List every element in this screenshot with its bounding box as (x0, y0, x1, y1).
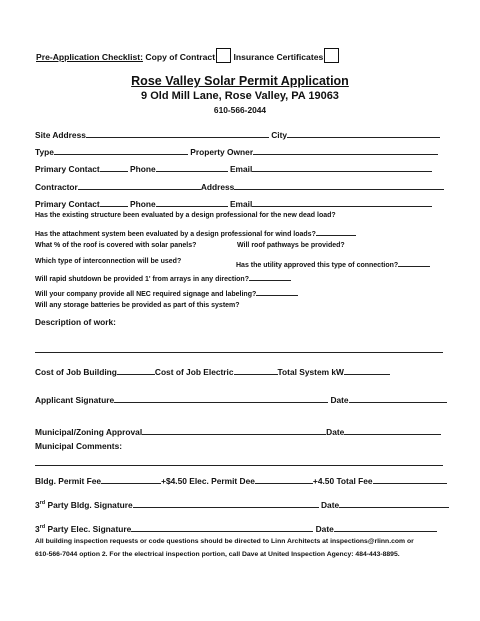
third-party-elec-suffix: Party Elec. Signature (45, 524, 132, 534)
email-label: Email (229, 164, 253, 174)
site-address-row (35, 128, 440, 140)
question-rapid-shutdown (35, 271, 291, 285)
primary-contact-label: Primary Contact (35, 199, 100, 209)
footer-line-1: All building inspection requests or code questions should be directed to Linn Architects at inspections@rlinn.com or (35, 538, 414, 545)
third-party-elec-date-field[interactable] (334, 522, 437, 532)
divider-2 (35, 465, 443, 466)
city-label: City (271, 130, 288, 140)
question-roof-coverage: What % of the roof is covered with solar panels? (35, 242, 197, 249)
third-party-elec-signature-field[interactable] (131, 522, 313, 532)
total-fee-field[interactable] (373, 474, 447, 484)
phone-label: Phone (130, 164, 156, 174)
date-label: Date (321, 500, 340, 510)
question-dead-load: Has the existing structure been evaluated by a design professional for the new dead load? (35, 212, 336, 219)
question-utility-approval (236, 257, 430, 271)
pre-application-checklist (36, 48, 339, 63)
third-party-bldg-row (35, 498, 449, 510)
total-system-kw-label: Total System kW (277, 367, 344, 377)
rapid-shutdown-answer-field[interactable] (249, 271, 291, 281)
primary-contact-row-2 (35, 197, 432, 209)
primary-contact-field[interactable] (100, 197, 128, 207)
city-field[interactable] (287, 128, 440, 138)
third-party-bldg-signature-field[interactable] (133, 498, 319, 508)
description-of-work-label: Description of work: (35, 317, 116, 327)
property-owner-field[interactable] (253, 145, 438, 155)
page-title (0, 74, 480, 88)
question-wind-loads (35, 226, 356, 240)
third-party-elec-row (35, 522, 437, 534)
insurance-certificates-label: Insurance Certificates (233, 52, 324, 62)
third-party-elec-label (35, 524, 131, 534)
municipal-comments-label: Municipal Comments: (35, 441, 123, 451)
third-party-bldg-sup: rd (39, 500, 46, 506)
applicant-date-field[interactable] (349, 393, 447, 403)
third-party-bldg-label (35, 500, 133, 510)
cost-job-building-field[interactable] (117, 365, 155, 375)
utility-approval-answer-field[interactable] (398, 257, 430, 267)
cost-job-electric-field[interactable] (234, 365, 278, 375)
address-field[interactable] (234, 180, 444, 190)
third-party-bldg-suffix: Party Bldg. Signature (45, 500, 133, 510)
date-label: Date (326, 427, 345, 437)
phone-label: Phone (130, 199, 156, 209)
type-label: Type (35, 147, 54, 157)
phone-field[interactable] (156, 197, 228, 207)
email-field[interactable] (252, 197, 432, 207)
divider-1 (35, 352, 443, 353)
municipal-approval-field[interactable] (142, 425, 326, 435)
date-label: Date (330, 395, 349, 405)
title-text: Rose Valley Solar Permit Application (131, 74, 349, 88)
applicant-signature-label: Applicant Signature (35, 395, 115, 405)
date-label: Date (315, 524, 334, 534)
contractor-field[interactable] (78, 180, 201, 190)
question-signage-text: Will your company provide all NEC required signage and labeling? (35, 291, 257, 298)
municipal-approval-label: Municipal/Zoning Approval (35, 427, 143, 437)
question-roof-pathways: Will roof pathways be provided? (237, 242, 345, 249)
email-field[interactable] (252, 162, 432, 172)
insurance-certificates-checkbox[interactable] (324, 48, 339, 63)
elec-permit-fee-field[interactable] (255, 474, 313, 484)
email-label: Email (229, 199, 253, 209)
site-address-field[interactable] (86, 128, 269, 138)
footer-line-2: 610-566-7044 option 2. For the electrical inspection portion, call Dave at United Inspection Agency: 484-443-8895. (35, 551, 400, 558)
site-address-label: Site Address (35, 130, 86, 140)
question-storage-batteries: Will any storage batteries be provided as part of this system? (35, 302, 240, 309)
fees-row (35, 474, 447, 486)
header-address: 9 Old Mill Lane, Rose Valley, PA 19063 (141, 90, 339, 102)
copy-of-contract-checkbox[interactable] (216, 48, 231, 63)
total-fee-label: +4.50 Total Fee (312, 476, 373, 486)
question-interconnection: Which type of interconnection will be used? (35, 258, 182, 265)
third-party-elec-prefix: 3 (35, 524, 40, 534)
third-party-bldg-date-field[interactable] (339, 498, 449, 508)
municipal-approval-row (35, 425, 441, 437)
signage-answer-field[interactable] (256, 286, 298, 296)
type-field[interactable] (54, 145, 188, 155)
question-wind-loads-text: Has the attachment system been evaluated by a design professional for wind loads? (35, 231, 316, 238)
header-phone: 610-566-2044 (213, 105, 267, 115)
question-rapid-shutdown-text: Will rapid shutdown be provided 1' from arrays in any direction? (35, 276, 249, 283)
elec-permit-fee-label: +$4.50 Elec. Permit Dee (161, 476, 255, 486)
copy-of-contract-label: Copy of Contract (145, 52, 216, 62)
property-owner-label: Property Owner (190, 147, 254, 157)
costs-row (35, 365, 390, 377)
total-system-kw-field[interactable] (344, 365, 390, 375)
contractor-label: Contractor (35, 182, 78, 192)
primary-contact-row-1 (35, 162, 432, 174)
bldg-permit-fee-field[interactable] (101, 474, 161, 484)
wind-loads-answer-field[interactable] (316, 226, 356, 236)
phone-field[interactable] (156, 162, 228, 172)
applicant-signature-row (35, 393, 447, 405)
contractor-row (35, 180, 444, 192)
checklist-label: Pre-Application Checklist: (36, 52, 143, 62)
question-signage (35, 286, 298, 300)
cost-job-building-label: Cost of Job Building (35, 367, 117, 377)
type-row (35, 145, 438, 157)
municipal-date-field[interactable] (344, 425, 441, 435)
bldg-permit-fee-label: Bldg. Permit Fee (35, 476, 102, 486)
question-utility-approval-text: Has the utility approved this type of connection? (236, 262, 399, 269)
applicant-signature-field[interactable] (114, 393, 328, 403)
address-label: Address (200, 182, 235, 192)
third-party-elec-sup: rd (39, 524, 46, 530)
primary-contact-label: Primary Contact (35, 164, 100, 174)
cost-job-electric-label: Cost of Job Electric (154, 367, 234, 377)
third-party-bldg-prefix: 3 (35, 500, 40, 510)
primary-contact-field[interactable] (100, 162, 128, 172)
